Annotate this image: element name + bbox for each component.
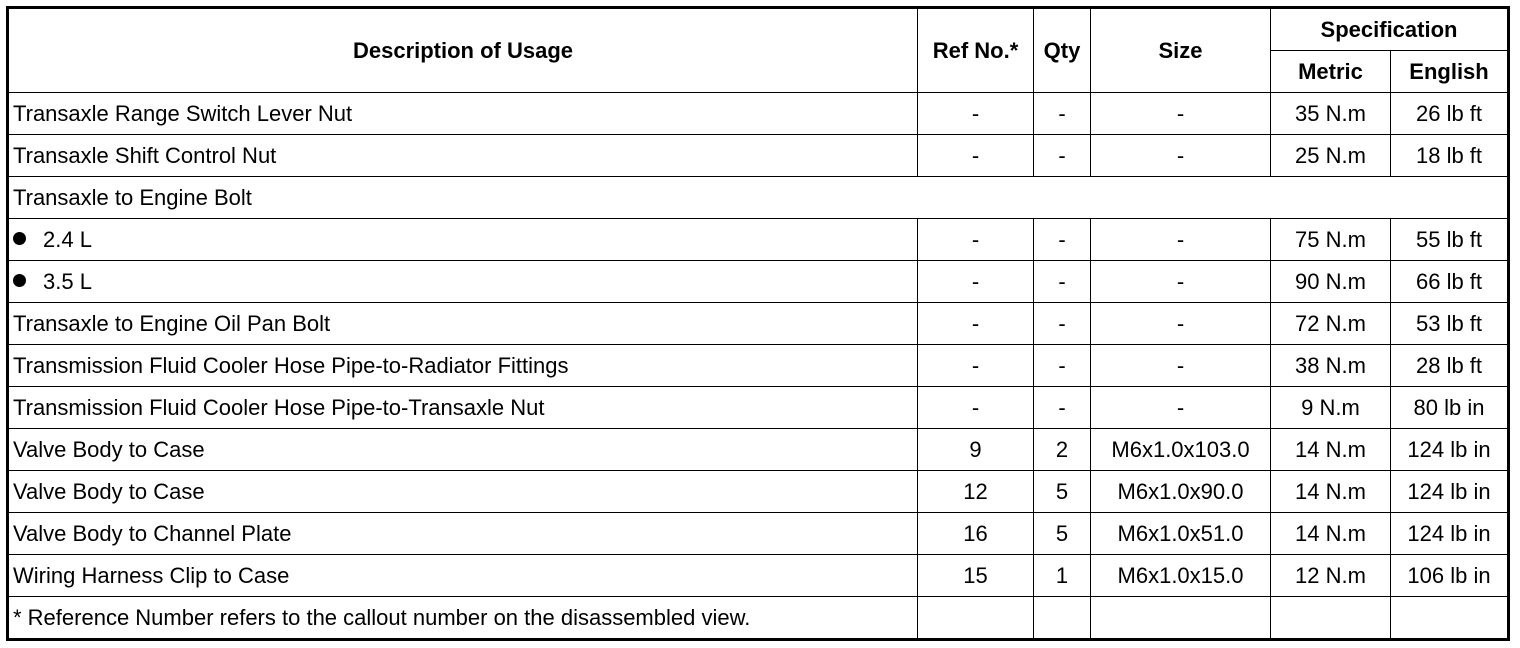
size-cell: M6x1.0x51.0 bbox=[1091, 513, 1271, 555]
metric-cell: 14 N.m bbox=[1271, 471, 1391, 513]
ref-cell: - bbox=[918, 219, 1034, 261]
table-row bbox=[8, 471, 1509, 513]
english-cell: 124 lb in bbox=[1391, 429, 1509, 471]
header-english: English bbox=[1391, 51, 1509, 93]
table-row-group-header bbox=[8, 177, 1509, 219]
table-row bbox=[8, 135, 1509, 177]
qty-cell: - bbox=[1034, 345, 1091, 387]
description-cell: Wiring Harness Clip to Case bbox=[8, 555, 918, 597]
header-description: Description of Usage bbox=[8, 8, 918, 93]
qty-cell: - bbox=[1034, 303, 1091, 345]
table-row bbox=[8, 429, 1509, 471]
english-cell: 124 lb in bbox=[1391, 513, 1509, 555]
english-cell: 18 lb ft bbox=[1391, 135, 1509, 177]
qty-cell: 5 bbox=[1034, 513, 1091, 555]
size-cell: - bbox=[1091, 345, 1271, 387]
ref-cell: - bbox=[918, 135, 1034, 177]
description-cell: Transmission Fluid Cooler Hose Pipe-to-Transaxle Nut bbox=[8, 387, 918, 429]
empty-cell bbox=[1271, 597, 1391, 640]
empty-cell bbox=[1391, 597, 1509, 640]
empty-cell bbox=[1034, 597, 1091, 640]
english-cell: 80 lb in bbox=[1391, 387, 1509, 429]
english-cell: 106 lb in bbox=[1391, 555, 1509, 597]
size-cell: - bbox=[1091, 219, 1271, 261]
size-cell: - bbox=[1091, 387, 1271, 429]
metric-cell: 72 N.m bbox=[1271, 303, 1391, 345]
description-cell: Valve Body to Case bbox=[8, 471, 918, 513]
table-row bbox=[8, 261, 1509, 303]
english-cell: 55 lb ft bbox=[1391, 219, 1509, 261]
english-cell: 26 lb ft bbox=[1391, 93, 1509, 135]
bullet-icon bbox=[13, 274, 26, 287]
footnote: * Reference Number refers to the callout number on the disassembled view. bbox=[8, 597, 918, 640]
description-cell: Transaxle Range Switch Lever Nut bbox=[8, 93, 918, 135]
size-cell: - bbox=[1091, 261, 1271, 303]
header-size: Size bbox=[1091, 8, 1271, 93]
ref-cell: - bbox=[918, 261, 1034, 303]
torque-spec-table bbox=[6, 6, 1510, 641]
size-cell: M6x1.0x90.0 bbox=[1091, 471, 1271, 513]
metric-cell: 14 N.m bbox=[1271, 513, 1391, 555]
qty-cell: - bbox=[1034, 135, 1091, 177]
qty-cell: 2 bbox=[1034, 429, 1091, 471]
header-ref-no: Ref No.* bbox=[918, 8, 1034, 93]
header-metric: Metric bbox=[1271, 51, 1391, 93]
bullet-icon bbox=[13, 232, 26, 245]
description-cell bbox=[8, 219, 918, 261]
description-cell: Valve Body to Channel Plate bbox=[8, 513, 918, 555]
footnote-row bbox=[8, 597, 1509, 640]
ref-cell: - bbox=[918, 93, 1034, 135]
english-cell: 53 lb ft bbox=[1391, 303, 1509, 345]
size-cell: - bbox=[1091, 93, 1271, 135]
english-cell: 28 lb ft bbox=[1391, 345, 1509, 387]
description-text: 2.4 L bbox=[43, 226, 92, 252]
table-row bbox=[8, 303, 1509, 345]
header-qty: Qty bbox=[1034, 8, 1091, 93]
ref-cell: 15 bbox=[918, 555, 1034, 597]
table-row bbox=[8, 345, 1509, 387]
qty-cell: 5 bbox=[1034, 471, 1091, 513]
size-cell: - bbox=[1091, 303, 1271, 345]
ref-cell: - bbox=[918, 387, 1034, 429]
description-text: 3.5 L bbox=[43, 268, 92, 294]
metric-cell: 38 N.m bbox=[1271, 345, 1391, 387]
english-cell: 124 lb in bbox=[1391, 471, 1509, 513]
description-cell: Transaxle Shift Control Nut bbox=[8, 135, 918, 177]
table-row bbox=[8, 555, 1509, 597]
english-cell: 66 lb ft bbox=[1391, 261, 1509, 303]
ref-cell: 16 bbox=[918, 513, 1034, 555]
qty-cell: - bbox=[1034, 93, 1091, 135]
empty-cell bbox=[918, 597, 1034, 640]
qty-cell: - bbox=[1034, 261, 1091, 303]
description-cell: Valve Body to Case bbox=[8, 429, 918, 471]
qty-cell: - bbox=[1034, 219, 1091, 261]
description-cell: Transmission Fluid Cooler Hose Pipe-to-Radiator Fittings bbox=[8, 345, 918, 387]
table-row bbox=[8, 93, 1509, 135]
table-row bbox=[8, 387, 1509, 429]
metric-cell: 9 N.m bbox=[1271, 387, 1391, 429]
header-row-1 bbox=[8, 8, 1509, 51]
table-row bbox=[8, 513, 1509, 555]
metric-cell: 75 N.m bbox=[1271, 219, 1391, 261]
metric-cell: 35 N.m bbox=[1271, 93, 1391, 135]
qty-cell: 1 bbox=[1034, 555, 1091, 597]
ref-cell: - bbox=[918, 303, 1034, 345]
qty-cell: - bbox=[1034, 387, 1091, 429]
ref-cell: 12 bbox=[918, 471, 1034, 513]
size-cell: M6x1.0x103.0 bbox=[1091, 429, 1271, 471]
description-cell: Transaxle to Engine Bolt bbox=[8, 177, 1509, 219]
description-cell bbox=[8, 261, 918, 303]
empty-cell bbox=[1091, 597, 1271, 640]
ref-cell: - bbox=[918, 345, 1034, 387]
ref-cell: 9 bbox=[918, 429, 1034, 471]
size-cell: M6x1.0x15.0 bbox=[1091, 555, 1271, 597]
metric-cell: 25 N.m bbox=[1271, 135, 1391, 177]
size-cell: - bbox=[1091, 135, 1271, 177]
metric-cell: 90 N.m bbox=[1271, 261, 1391, 303]
table-row bbox=[8, 219, 1509, 261]
description-cell: Transaxle to Engine Oil Pan Bolt bbox=[8, 303, 918, 345]
metric-cell: 12 N.m bbox=[1271, 555, 1391, 597]
metric-cell: 14 N.m bbox=[1271, 429, 1391, 471]
header-specification: Specification bbox=[1271, 8, 1509, 51]
